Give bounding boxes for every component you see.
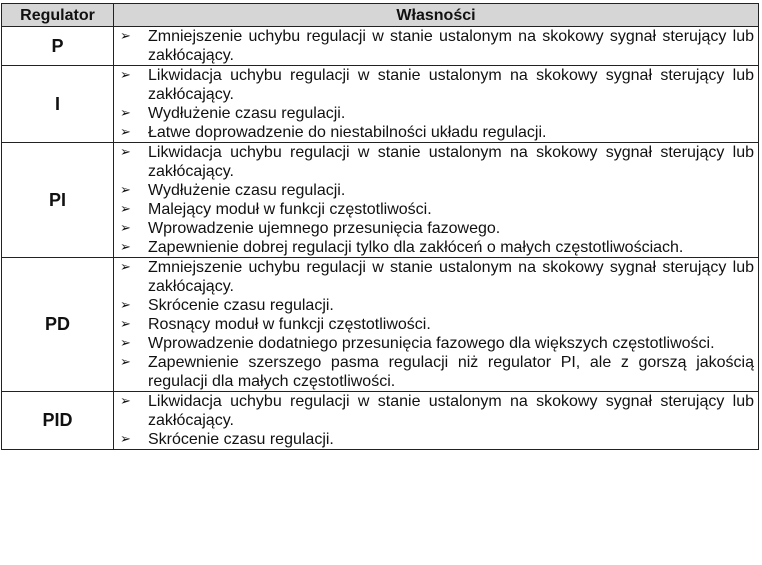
list-item — [118, 334, 754, 353]
properties-list — [118, 66, 754, 142]
arrowhead-bullet-icon: ➢ — [120, 240, 131, 255]
arrowhead-bullet-icon: ➢ — [120, 145, 131, 160]
list-item-text: Zmniejszenie uchybu regulacji w stanie ustalonym na skokowy sygnał sterujący lub zakłócający. — [148, 28, 754, 64]
list-item — [118, 219, 754, 238]
header-regulator: Regulator — [2, 4, 114, 27]
arrowhead-bullet-icon: ➢ — [120, 202, 131, 217]
list-item-text: Wydłużenie czasu regulacji. — [148, 105, 346, 122]
list-item-text: Likwidacja uchybu regulacji w stanie ustalonym na skokowy sygnał sterujący lub zakłócający. — [148, 393, 754, 429]
list-item-text: Wprowadzenie ujemnego przesunięcia fazowego. — [148, 220, 501, 237]
arrowhead-bullet-icon: ➢ — [120, 125, 131, 140]
arrowhead-bullet-icon: ➢ — [120, 394, 131, 409]
list-item — [118, 315, 754, 334]
list-item-text: Zapewnienie dobrej regulacji tylko dla zakłóceń o małych częstotliwościach. — [148, 239, 684, 256]
list-item — [118, 104, 754, 123]
header-properties: Własności — [114, 4, 759, 27]
properties-list — [118, 27, 754, 65]
regulator-name: PD — [2, 258, 114, 392]
regulator-name: I — [2, 66, 114, 143]
regulator-name: P — [2, 27, 114, 66]
table-row — [2, 258, 759, 392]
regulator-name: PID — [2, 392, 114, 450]
list-item-text: Łatwe doprowadzenie do niestabilności układu regulacji. — [148, 124, 547, 141]
list-item — [118, 238, 754, 257]
table-row — [2, 27, 759, 66]
list-item — [118, 392, 754, 430]
table-row — [2, 392, 759, 450]
list-item-text: Wydłużenie czasu regulacji. — [148, 182, 346, 199]
list-item-text: Malejący moduł w funkcji częstotliwości. — [148, 201, 432, 218]
regulator-properties — [114, 143, 759, 258]
list-item-text: Likwidacja uchybu regulacji w stanie ustalonym na skokowy sygnał sterujący lub zakłócający. — [148, 67, 754, 103]
arrowhead-bullet-icon: ➢ — [120, 260, 131, 275]
list-item-text: Skrócenie czasu regulacji. — [148, 297, 334, 314]
arrowhead-bullet-icon: ➢ — [120, 336, 131, 351]
list-item — [118, 296, 754, 315]
list-item — [118, 353, 754, 391]
properties-list — [118, 392, 754, 449]
list-item-text: Skrócenie czasu regulacji. — [148, 431, 334, 448]
arrowhead-bullet-icon: ➢ — [120, 432, 131, 447]
arrowhead-bullet-icon: ➢ — [120, 68, 131, 83]
arrowhead-bullet-icon: ➢ — [120, 298, 131, 313]
list-item — [118, 27, 754, 65]
regulator-properties — [114, 66, 759, 143]
regulator-properties-table — [1, 3, 759, 450]
arrowhead-bullet-icon: ➢ — [120, 317, 131, 332]
regulator-properties — [114, 27, 759, 66]
table-row — [2, 66, 759, 143]
table-header-row — [2, 4, 759, 27]
list-item-text: Zmniejszenie uchybu regulacji w stanie ustalonym na skokowy sygnał sterujący lub zakłócający. — [148, 259, 754, 295]
table-row — [2, 143, 759, 258]
regulator-properties — [114, 258, 759, 392]
regulator-properties — [114, 392, 759, 450]
arrowhead-bullet-icon: ➢ — [120, 106, 131, 121]
list-item-text: Rosnący moduł w funkcji częstotliwości. — [148, 316, 431, 333]
arrowhead-bullet-icon: ➢ — [120, 29, 131, 44]
arrowhead-bullet-icon: ➢ — [120, 183, 131, 198]
list-item — [118, 181, 754, 200]
arrowhead-bullet-icon: ➢ — [120, 221, 131, 236]
list-item — [118, 200, 754, 219]
regulator-name: PI — [2, 143, 114, 258]
list-item-text: Likwidacja uchybu regulacji w stanie ustalonym na skokowy sygnał sterujący lub zakłócający. — [148, 144, 754, 180]
list-item — [118, 258, 754, 296]
list-item — [118, 66, 754, 104]
list-item — [118, 123, 754, 142]
list-item — [118, 430, 754, 449]
list-item-text: Zapewnienie szerszego pasma regulacji niż regulator PI, ale z gorszą jakością regulacji dla małych częstotliwości. — [148, 354, 754, 390]
arrowhead-bullet-icon: ➢ — [120, 355, 131, 370]
list-item-text: Wprowadzenie dodatniego przesunięcia fazowego dla większych częstotliwości. — [148, 335, 715, 352]
properties-list — [118, 143, 754, 257]
list-item — [118, 143, 754, 181]
properties-list — [118, 258, 754, 391]
